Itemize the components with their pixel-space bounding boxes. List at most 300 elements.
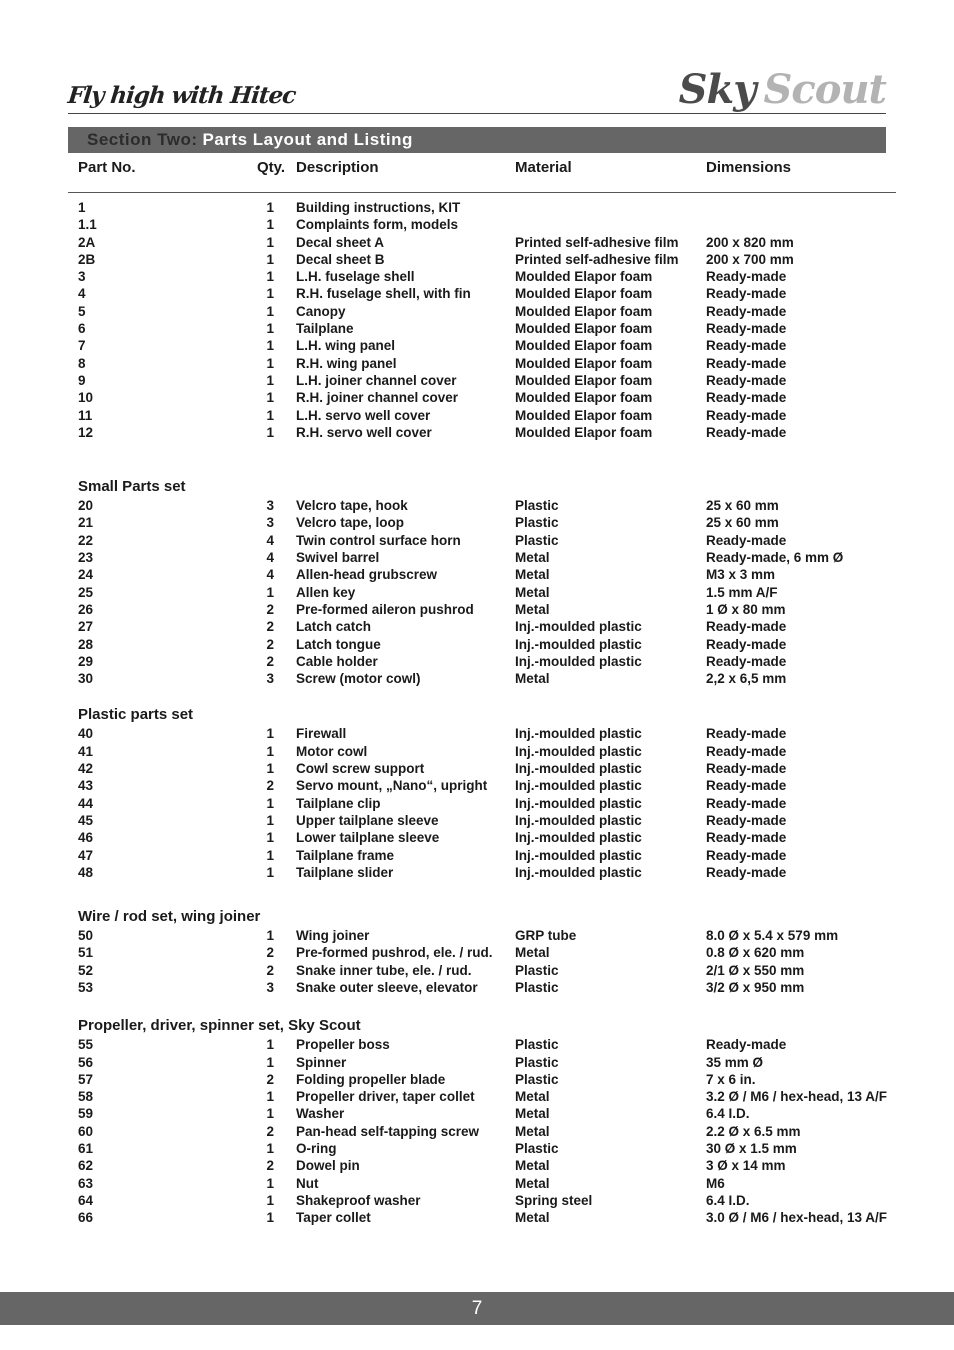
cell-description: Latch catch xyxy=(296,619,372,635)
cell-material: Moulded Elapor foam xyxy=(515,424,653,440)
cell-part-no: 12 xyxy=(78,424,94,440)
cell-description: Wing joiner xyxy=(296,928,370,944)
cell-material: Metal xyxy=(515,1175,550,1191)
cell-description: Washer xyxy=(296,1106,345,1122)
logo-sky: Sky xyxy=(678,66,756,113)
cell-part-no: 25 xyxy=(78,584,94,600)
cell-part-no: 2B xyxy=(78,251,96,267)
table-row xyxy=(0,761,954,778)
cell-description: Tailplane xyxy=(296,321,354,337)
cell-dimensions: Ready-made xyxy=(706,636,787,652)
cell-material: Plastic xyxy=(515,515,559,531)
cell-part-no: 52 xyxy=(78,962,94,978)
cell-material: Inj.-moulded plastic xyxy=(515,847,642,863)
cell-description: Nut xyxy=(296,1175,319,1191)
cell-material: GRP tube xyxy=(515,928,577,944)
cell-dimensions: 2/1 Ø x 550 mm xyxy=(706,962,805,978)
logo-scout: Scout xyxy=(763,66,886,113)
table-row xyxy=(0,1055,954,1072)
cell-dimensions: Ready-made xyxy=(706,726,787,742)
cell-part-no: 45 xyxy=(78,812,94,828)
cell-part-no: 22 xyxy=(78,532,94,548)
group-title-text: Propeller, driver, spinner set, Sky Scout xyxy=(78,1017,361,1035)
cell-material: Metal xyxy=(515,567,550,583)
cell-description: Cable holder xyxy=(296,653,378,669)
cell-description: L.H. joiner channel cover xyxy=(296,372,457,388)
cell-part-no: 7 xyxy=(78,338,86,354)
cell-description: Servo mount, „Nano“, upright xyxy=(296,778,488,794)
cell-qty: 2 xyxy=(266,945,274,961)
cell-dimensions: M3 x 3 mm xyxy=(706,567,776,583)
cell-description: Screw (motor cowl) xyxy=(296,671,421,687)
cell-part-no: 28 xyxy=(78,636,94,652)
cell-dimensions: Ready-made xyxy=(706,761,787,777)
cell-material: Plastic xyxy=(515,498,559,514)
cell-part-no: 55 xyxy=(78,1037,94,1053)
table-row xyxy=(0,796,954,813)
cell-qty: 1 xyxy=(266,390,274,406)
cell-material: Plastic xyxy=(515,532,559,548)
table-row xyxy=(0,830,954,847)
table-row xyxy=(0,726,954,743)
cell-material: Inj.-moulded plastic xyxy=(515,726,642,742)
cell-part-no: 51 xyxy=(78,945,94,961)
cell-description: Latch tongue xyxy=(296,636,381,652)
cell-description: Decal sheet B xyxy=(296,251,385,267)
table-row xyxy=(0,1106,954,1123)
table-row xyxy=(0,637,954,654)
cell-qty: 1 xyxy=(266,1089,274,1105)
cell-description: Pan-head self-tapping screw xyxy=(296,1123,480,1139)
table-row xyxy=(0,1176,954,1193)
table-header xyxy=(0,159,954,179)
cell-description: R.H. joiner channel cover xyxy=(296,390,459,406)
cell-material: Moulded Elapor foam xyxy=(515,338,653,354)
cell-qty: 2 xyxy=(266,1158,274,1174)
cell-part-no: 50 xyxy=(78,928,94,944)
cell-description: L.H. servo well cover xyxy=(296,407,431,423)
cell-part-no: 2A xyxy=(78,234,96,250)
cell-qty: 1 xyxy=(266,234,274,250)
group-title xyxy=(0,908,954,928)
cell-part-no: 30 xyxy=(78,671,94,687)
cell-qty: 2 xyxy=(266,653,274,669)
table-row xyxy=(0,671,954,688)
table-row xyxy=(0,585,954,602)
cell-material: Metal xyxy=(515,550,550,566)
cell-qty: 3 xyxy=(266,671,274,687)
section-number: Section Two: xyxy=(87,130,198,149)
cell-description: R.H. servo well cover xyxy=(296,424,432,440)
cell-description: Pre-formed aileron pushrod xyxy=(296,601,474,617)
cell-dimensions: Ready-made xyxy=(706,355,787,371)
cell-dimensions: 3.0 Ø / M6 / hex-head, 13 A/F xyxy=(706,1210,888,1226)
cell-dimensions: 8.0 Ø x 5.4 x 579 mm xyxy=(706,928,839,944)
cell-material: Inj.-moulded plastic xyxy=(515,619,642,635)
cell-material: Inj.-moulded plastic xyxy=(515,653,642,669)
cell-material: Metal xyxy=(515,1210,550,1226)
cell-description: Snake outer sleeve, elevator xyxy=(296,979,478,995)
cell-description: Shakeproof washer xyxy=(296,1192,421,1208)
table-row xyxy=(0,515,954,532)
table-row xyxy=(0,1037,954,1054)
cell-part-no: 8 xyxy=(78,355,86,371)
cell-material: Plastic xyxy=(515,1054,559,1070)
cell-qty: 1 xyxy=(266,812,274,828)
cell-description: Upper tailplane sleeve xyxy=(296,812,439,828)
cell-qty: 1 xyxy=(266,761,274,777)
cell-qty: 1 xyxy=(266,1210,274,1226)
cell-part-no: 64 xyxy=(78,1192,94,1208)
cell-qty: 1 xyxy=(266,338,274,354)
cell-dimensions: Ready-made xyxy=(706,532,787,548)
cell-material: Spring steel xyxy=(515,1192,593,1208)
cell-part-no: 20 xyxy=(78,498,94,514)
cell-qty: 1 xyxy=(266,847,274,863)
cell-dimensions: M6 xyxy=(706,1175,725,1191)
table-row xyxy=(0,338,954,355)
cell-description: Allen-head grubscrew xyxy=(296,567,438,583)
col-description: Description xyxy=(296,159,379,176)
table-row xyxy=(0,425,954,442)
table-row xyxy=(0,619,954,636)
cell-dimensions: Ready-made xyxy=(706,424,787,440)
cell-part-no: 6 xyxy=(78,321,86,337)
cell-qty: 1 xyxy=(266,1175,274,1191)
cell-qty: 1 xyxy=(266,200,274,215)
cell-dimensions: 3/2 Ø x 950 mm xyxy=(706,979,805,995)
cell-qty: 1 xyxy=(266,286,274,302)
table-row xyxy=(0,744,954,761)
cell-description: Snake inner tube, ele. / rud. xyxy=(296,962,472,978)
cell-part-no: 66 xyxy=(78,1210,94,1226)
cell-part-no: 4 xyxy=(78,286,86,302)
cell-qty: 1 xyxy=(266,321,274,337)
cell-dimensions: Ready-made xyxy=(706,619,787,635)
cell-dimensions: Ready-made xyxy=(706,303,787,319)
table-row xyxy=(0,945,954,962)
cell-description: Folding propeller blade xyxy=(296,1071,446,1087)
table-row xyxy=(0,813,954,830)
cell-material: Moulded Elapor foam xyxy=(515,269,653,285)
cell-dimensions: Ready-made xyxy=(706,812,787,828)
cell-part-no: 3 xyxy=(78,269,86,285)
table-row xyxy=(0,778,954,795)
cell-qty: 2 xyxy=(266,601,274,617)
cell-qty: 1 xyxy=(266,726,274,742)
cell-dimensions: Ready-made xyxy=(706,338,787,354)
cell-material: Inj.-moulded plastic xyxy=(515,812,642,828)
cell-description: Tailplane frame xyxy=(296,847,395,863)
cell-dimensions: 25 x 60 mm xyxy=(706,498,779,514)
table-row xyxy=(0,1124,954,1141)
header-rule xyxy=(68,192,896,193)
cell-part-no: 47 xyxy=(78,847,94,863)
cell-qty: 1 xyxy=(266,830,274,846)
cell-material: Inj.-moulded plastic xyxy=(515,743,642,759)
cell-qty: 1 xyxy=(266,1192,274,1208)
cell-part-no: 46 xyxy=(78,830,94,846)
cell-material: Moulded Elapor foam xyxy=(515,355,653,371)
cell-material: Inj.-moulded plastic xyxy=(515,795,642,811)
cell-dimensions: 6.4 I.D. xyxy=(706,1106,750,1122)
cell-material: Inj.-moulded plastic xyxy=(515,864,642,880)
cell-part-no: 61 xyxy=(78,1141,94,1157)
cell-dimensions: 0.8 Ø x 620 mm xyxy=(706,945,805,961)
cell-part-no: 58 xyxy=(78,1089,94,1105)
group-title xyxy=(0,706,954,726)
cell-qty: 1 xyxy=(266,424,274,440)
page-footer xyxy=(0,1292,954,1325)
cell-dimensions: Ready-made xyxy=(706,653,787,669)
cell-description: Decal sheet A xyxy=(296,234,385,250)
cell-description: Lower tailplane sleeve xyxy=(296,830,440,846)
page-number: 7 xyxy=(471,1298,483,1319)
cell-part-no: 21 xyxy=(78,515,94,531)
cell-part-no: 10 xyxy=(78,390,94,406)
cell-dimensions: 25 x 60 mm xyxy=(706,515,779,531)
parts-table-body xyxy=(0,196,954,1228)
cell-qty: 4 xyxy=(266,532,274,548)
group-title-text: Small Parts set xyxy=(78,478,186,496)
cell-material: Inj.-moulded plastic xyxy=(515,830,642,846)
cell-description: L.H. fuselage shell xyxy=(296,269,415,285)
cell-material: Plastic xyxy=(515,1071,559,1087)
cell-description: Tailplane clip xyxy=(296,795,381,811)
cell-part-no: 44 xyxy=(78,795,94,811)
cell-description: Complaints form, models xyxy=(296,217,459,233)
cell-material: Moulded Elapor foam xyxy=(515,390,653,406)
cell-description: O-ring xyxy=(296,1141,337,1157)
cell-material: Inj.-moulded plastic xyxy=(515,778,642,794)
table-row xyxy=(0,1193,954,1210)
table-row xyxy=(0,200,954,217)
cell-material: Metal xyxy=(515,671,550,687)
table-row xyxy=(0,408,954,425)
table-row xyxy=(0,963,954,980)
cell-part-no: 59 xyxy=(78,1106,94,1122)
cell-qty: 1 xyxy=(266,251,274,267)
table-row xyxy=(0,567,954,584)
col-material: Material xyxy=(515,159,572,176)
table-row xyxy=(0,235,954,252)
cell-description: Pre-formed pushrod, ele. / rud. xyxy=(296,945,493,961)
cell-material: Moulded Elapor foam xyxy=(515,407,653,423)
cell-material: Moulded Elapor foam xyxy=(515,286,653,302)
cell-qty: 1 xyxy=(266,743,274,759)
cell-part-no: 62 xyxy=(78,1158,94,1174)
table-row xyxy=(0,1141,954,1158)
cell-description: Dowel pin xyxy=(296,1158,360,1174)
cell-dimensions: Ready-made xyxy=(706,286,787,302)
cell-material: Printed self-adhesive film xyxy=(515,234,679,250)
cell-qty: 1 xyxy=(266,407,274,423)
cell-description: Propeller boss xyxy=(296,1037,390,1053)
cell-description: Firewall xyxy=(296,726,347,742)
cell-material: Metal xyxy=(515,1089,550,1105)
cell-part-no: 1.1 xyxy=(78,217,97,233)
cell-material: Inj.-moulded plastic xyxy=(515,761,642,777)
cell-material: Plastic xyxy=(515,962,559,978)
cell-dimensions: Ready-made, 6 mm Ø xyxy=(706,550,844,566)
cell-dimensions: Ready-made xyxy=(706,321,787,337)
cell-qty: 1 xyxy=(266,1037,274,1053)
cell-description: Velcro tape, hook xyxy=(296,498,408,514)
table-row xyxy=(0,217,954,234)
cell-dimensions: Ready-made xyxy=(706,864,787,880)
cell-qty: 1 xyxy=(266,1106,274,1122)
cell-material: Metal xyxy=(515,945,550,961)
cell-part-no: 48 xyxy=(78,864,94,880)
cell-part-no: 5 xyxy=(78,303,86,319)
table-row xyxy=(0,304,954,321)
table-row xyxy=(0,1158,954,1175)
cell-dimensions: 30 Ø x 1.5 mm xyxy=(706,1141,797,1157)
cell-dimensions: Ready-made xyxy=(706,407,787,423)
cell-material: Plastic xyxy=(515,1037,559,1053)
cell-material: Metal xyxy=(515,1158,550,1174)
cell-part-no: 56 xyxy=(78,1054,94,1070)
cell-material: Plastic xyxy=(515,979,559,995)
cell-dimensions: Ready-made xyxy=(706,1037,787,1053)
cell-dimensions: 7 x 6 in. xyxy=(706,1071,756,1087)
table-row xyxy=(0,865,954,882)
cell-qty: 2 xyxy=(266,962,274,978)
cell-part-no: 40 xyxy=(78,726,94,742)
cell-qty: 1 xyxy=(266,864,274,880)
cell-qty: 1 xyxy=(266,217,274,233)
cell-qty: 4 xyxy=(266,567,274,583)
cell-description: Velcro tape, loop xyxy=(296,515,405,531)
group-title-text: Plastic parts set xyxy=(78,706,194,724)
cell-part-no: 9 xyxy=(78,372,86,388)
cell-part-no: 42 xyxy=(78,761,94,777)
table-row xyxy=(0,252,954,269)
cell-qty: 1 xyxy=(266,795,274,811)
group-title-text: Wire / rod set, wing joiner xyxy=(78,908,261,926)
table-row xyxy=(0,654,954,671)
cell-dimensions: 3.2 Ø / M6 / hex-head, 13 A/F xyxy=(706,1089,888,1105)
cell-qty: 1 xyxy=(266,928,274,944)
cell-qty: 1 xyxy=(266,355,274,371)
cell-qty: 3 xyxy=(266,979,274,995)
cell-qty: 1 xyxy=(266,372,274,388)
cell-material: Metal xyxy=(515,601,550,617)
cell-dimensions: Ready-made xyxy=(706,847,787,863)
table-row xyxy=(0,356,954,373)
cell-dimensions: Ready-made xyxy=(706,743,787,759)
cell-description: Propeller driver, taper collet xyxy=(296,1089,475,1105)
cell-part-no: 26 xyxy=(78,601,94,617)
cell-dimensions: 6.4 I.D. xyxy=(706,1192,750,1208)
cell-dimensions: 35 mm Ø xyxy=(706,1054,764,1070)
cell-description: R.H. fuselage shell, with fin xyxy=(296,286,471,302)
cell-part-no: 43 xyxy=(78,778,94,794)
cell-material: Metal xyxy=(515,584,550,600)
cell-description: Cowl screw support xyxy=(296,761,425,777)
cell-qty: 1 xyxy=(266,1141,274,1157)
cell-description: R.H. wing panel xyxy=(296,355,397,371)
cell-dimensions: Ready-made xyxy=(706,372,787,388)
cell-dimensions: 200 x 700 mm xyxy=(706,251,794,267)
cell-part-no: 23 xyxy=(78,550,94,566)
cell-qty: 1 xyxy=(266,303,274,319)
table-row xyxy=(0,980,954,997)
cell-part-no: 29 xyxy=(78,653,94,669)
cell-dimensions: 2.2 Ø x 6.5 mm xyxy=(706,1123,801,1139)
cell-part-no: 60 xyxy=(78,1123,94,1139)
table-row xyxy=(0,321,954,338)
cell-material: Metal xyxy=(515,1123,550,1139)
cell-material: Plastic xyxy=(515,1141,559,1157)
cell-qty: 2 xyxy=(266,1123,274,1139)
cell-material: Metal xyxy=(515,1106,550,1122)
cell-part-no: 41 xyxy=(78,743,94,759)
col-dimensions: Dimensions xyxy=(706,159,792,176)
cell-material: Inj.-moulded plastic xyxy=(515,636,642,652)
cell-dimensions: 1.5 mm A/F xyxy=(706,584,778,600)
cell-qty: 3 xyxy=(266,498,274,514)
cell-description: Allen key xyxy=(296,584,356,600)
cell-material: Moulded Elapor foam xyxy=(515,303,653,319)
table-row xyxy=(0,1072,954,1089)
cell-dimensions: 1 Ø x 80 mm xyxy=(706,601,786,617)
cell-qty: 2 xyxy=(266,1071,274,1087)
cell-description: Canopy xyxy=(296,303,346,319)
cell-qty: 2 xyxy=(266,619,274,635)
table-row xyxy=(0,373,954,390)
cell-description: Twin control surface horn xyxy=(296,532,461,548)
cell-material: Moulded Elapor foam xyxy=(515,372,653,388)
cell-material: Printed self-adhesive film xyxy=(515,251,679,267)
table-row xyxy=(0,533,954,550)
cell-part-no: 57 xyxy=(78,1071,94,1087)
cell-part-no: 63 xyxy=(78,1175,94,1191)
sky-scout-logo xyxy=(679,66,886,113)
table-row xyxy=(0,1210,954,1227)
cell-material: Moulded Elapor foam xyxy=(515,321,653,337)
group-title xyxy=(0,478,954,498)
table-row xyxy=(0,848,954,865)
tagline: Fly high with Hitec xyxy=(66,82,297,109)
cell-dimensions: 3 Ø x 14 mm xyxy=(706,1158,786,1174)
cell-description: Building instructions, KIT xyxy=(296,200,461,215)
cell-description: Spinner xyxy=(296,1054,347,1070)
cell-part-no: 24 xyxy=(78,567,94,583)
cell-qty: 2 xyxy=(266,636,274,652)
cell-qty: 1 xyxy=(266,269,274,285)
cell-qty: 3 xyxy=(266,515,274,531)
cell-dimensions: Ready-made xyxy=(706,830,787,846)
group-title xyxy=(0,1017,954,1037)
cell-dimensions: Ready-made xyxy=(706,778,787,794)
cell-dimensions: 200 x 820 mm xyxy=(706,234,794,250)
cell-part-no: 53 xyxy=(78,979,94,995)
cell-dimensions: Ready-made xyxy=(706,795,787,811)
cell-qty: 4 xyxy=(266,550,274,566)
table-row xyxy=(0,498,954,515)
cell-description: Taper collet xyxy=(296,1210,371,1226)
cell-description: L.H. wing panel xyxy=(296,338,396,354)
cell-qty: 1 xyxy=(266,584,274,600)
cell-qty: 2 xyxy=(266,778,274,794)
table-row xyxy=(0,286,954,303)
table-row xyxy=(0,1089,954,1106)
table-row xyxy=(0,390,954,407)
cell-part-no: 11 xyxy=(78,407,93,423)
cell-qty: 1 xyxy=(266,1054,274,1070)
cell-part-no: 27 xyxy=(78,619,94,635)
